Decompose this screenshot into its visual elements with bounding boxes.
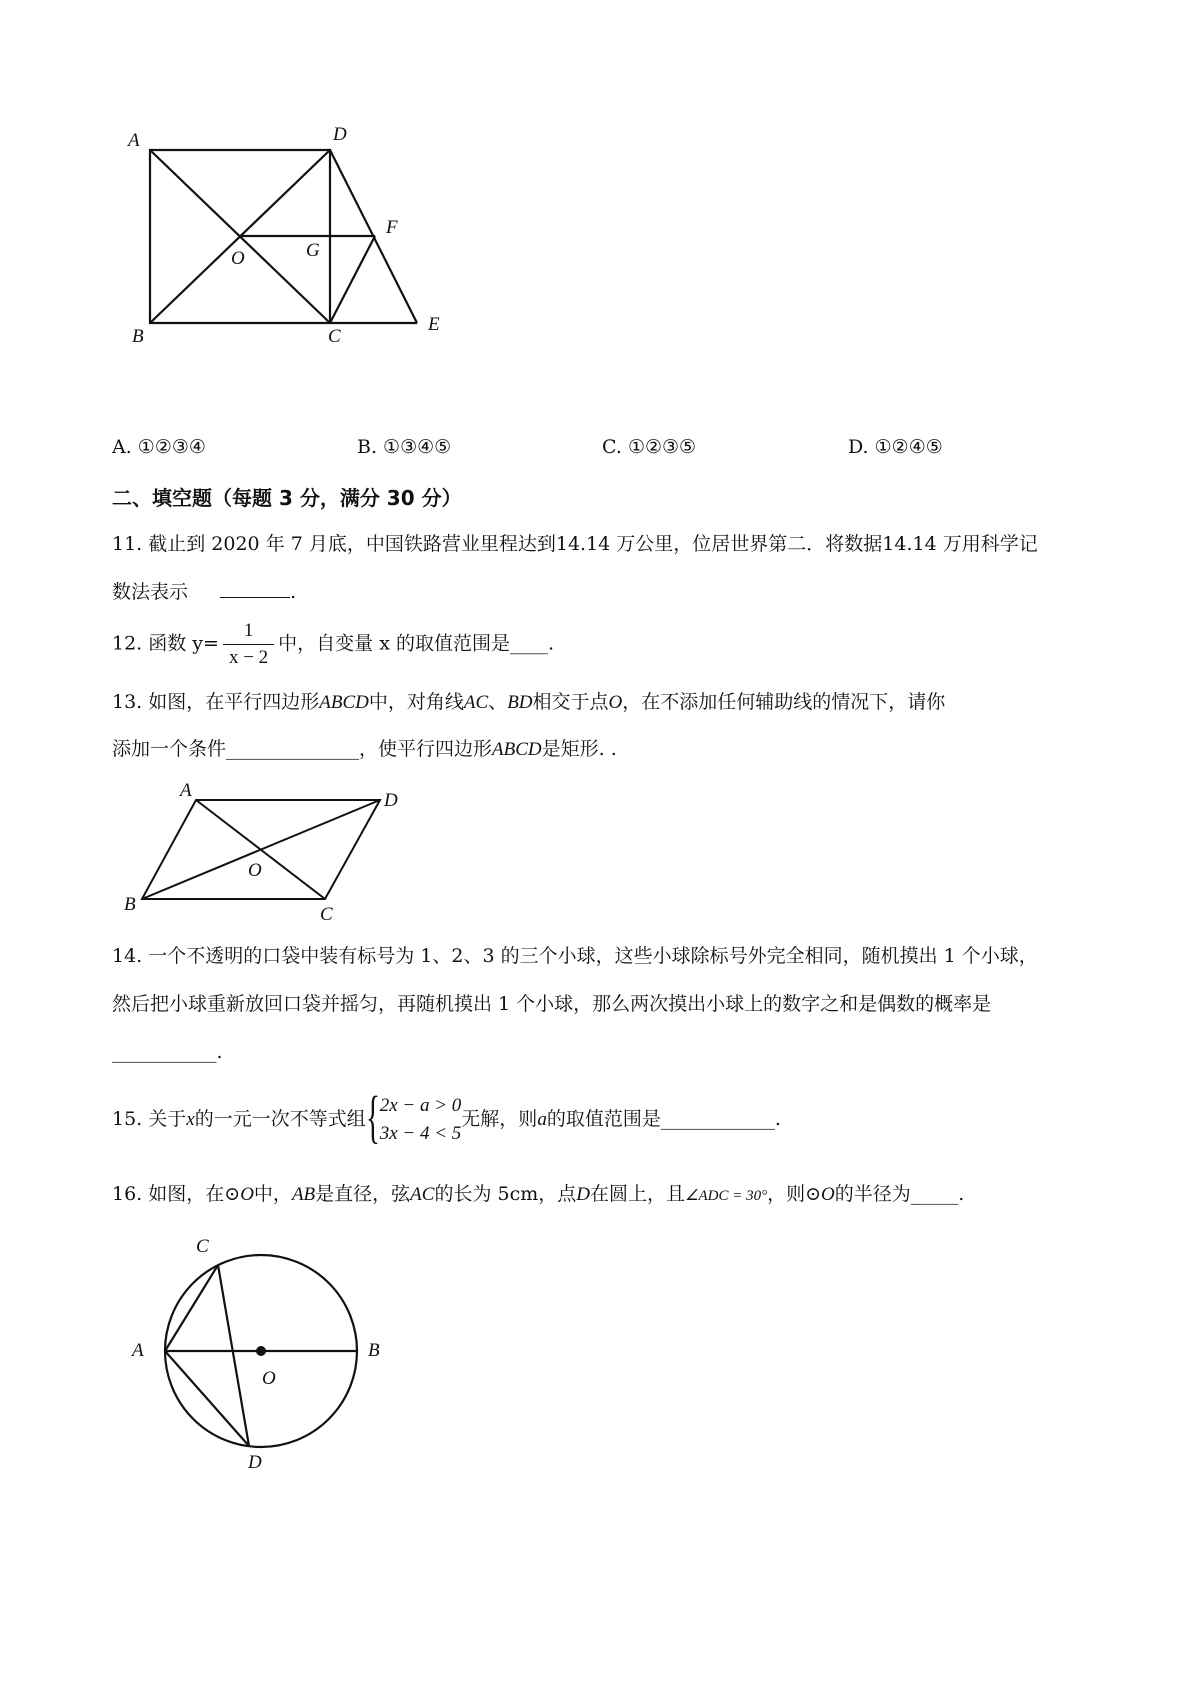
q16-text-5: 在圆上，且: [589, 1183, 685, 1205]
choice-d: D. ①②④⑤: [848, 436, 943, 458]
circle-symbol: ⊙: [224, 1183, 241, 1205]
q16-text-1: 16. 如图，在: [112, 1183, 225, 1205]
question-16: [112, 1180, 1104, 1210]
label-b: B: [124, 894, 136, 915]
figure-circle-svg: [0, 1220, 420, 1480]
question-13-line1: [112, 688, 1104, 717]
q13-text-2: 中，对角线: [368, 691, 464, 713]
question-11-end: .: [290, 581, 297, 603]
label-a: A: [132, 1340, 144, 1361]
figure-parallelogram: [0, 770, 420, 930]
q16-text-2: 中，: [253, 1183, 292, 1205]
question-14-line1: 14. 一个不透明的口袋中装有标号为 1、2、3 的三个小球，这些小球除标号外完全相同，随机摸出 1 个小球，: [112, 945, 1038, 967]
chord-ac: [165, 1265, 218, 1351]
q13-text-1: 13. 如图，在平行四边形: [112, 691, 320, 713]
q13-abcd-2: ABCD: [492, 739, 542, 760]
label-o: O: [231, 248, 245, 269]
q13-text-6: 添加一个条件______________，使平行四边形: [112, 738, 493, 760]
q13-abcd: ABCD: [319, 692, 369, 713]
chord-cd: [218, 1265, 249, 1446]
figure-parallelogram-svg: [0, 770, 420, 930]
label-b: B: [368, 1340, 380, 1361]
q16-o: O: [240, 1184, 254, 1205]
label-c: C: [320, 904, 333, 925]
question-14-line3: ___________.: [112, 1041, 223, 1063]
inequality-1: 2x − a > 0: [379, 1095, 462, 1116]
figure-circle: [0, 1220, 420, 1480]
q13-bd: BD: [507, 692, 533, 713]
question-14: [112, 942, 1104, 1066]
circle-symbol-2: ⊙: [805, 1183, 822, 1205]
q13-text-4: 相交于点: [532, 691, 609, 713]
fraction-denominator: x − 2: [228, 647, 269, 668]
label-o: O: [248, 860, 262, 881]
q16-text-3: 是直径，弦: [315, 1183, 411, 1205]
label-e: E: [428, 314, 440, 335]
figure-rectangle-triangle: [0, 0, 460, 360]
question-12: [112, 618, 1104, 671]
choice-c: C. ①②③⑤: [602, 436, 697, 458]
q13-text-3: 、: [488, 691, 508, 713]
q15-a: a: [537, 1109, 547, 1130]
answer-blank: [220, 579, 290, 598]
q15-text-2: 的一元一次不等式组: [194, 1108, 366, 1130]
fraction-numerator: 1: [223, 618, 274, 645]
choice-b: B. ①③④⑤: [357, 436, 452, 458]
q16-d: D: [576, 1184, 590, 1205]
inequality-system: [365, 1084, 462, 1149]
q16-text-4: 的长为 5cm，点: [434, 1183, 577, 1205]
question-15: [112, 1084, 1104, 1149]
label-b: B: [132, 326, 144, 347]
label-a: A: [180, 780, 192, 801]
question-11-prefix: 数法表示: [112, 581, 189, 603]
q16-ab: AB: [291, 1184, 316, 1205]
question-11-line2: [112, 578, 1104, 606]
q16-ac: AC: [410, 1184, 435, 1205]
q13-o: O: [608, 692, 623, 713]
q15-x: x: [186, 1109, 195, 1130]
choice-a: A. ①②③④: [112, 436, 206, 458]
q16-angle: ∠ADC = 30°: [685, 1188, 768, 1204]
inequality-2: 3x − 4 < 5: [379, 1123, 462, 1144]
question-12-suffix: 中，自变量 x 的取值范围是____.: [278, 632, 555, 655]
center-point: [256, 1346, 266, 1356]
q13-text-7: 是矩形. .: [541, 738, 617, 760]
q16-o-2: O: [821, 1184, 835, 1205]
section-title: 二、填空题（每题 3 分，满分 30 分）: [112, 486, 462, 510]
fraction: [223, 618, 274, 671]
label-d: D: [384, 790, 398, 811]
diagonal-bd: [142, 800, 380, 899]
question-13-line2: [112, 735, 1104, 764]
q15-text-1: 15. 关于: [112, 1108, 187, 1130]
label-a: A: [128, 130, 140, 151]
q15-text-3: 无解，则: [461, 1108, 538, 1130]
q13-text-5: ，在不添加任何辅助线的情况下，请你: [622, 691, 946, 713]
question-11: [112, 530, 1104, 606]
label-d: D: [248, 1452, 262, 1473]
segment-cf: [330, 236, 375, 323]
q13-ac: AC: [463, 692, 489, 713]
q16-text-7: 的半径为_____.: [834, 1183, 965, 1205]
label-c: C: [196, 1236, 209, 1257]
label-o: O: [262, 1368, 276, 1389]
question-14-line2: 然后把小球重新放回口袋并摇匀，再随机摸出 1 个小球，那么两次摸出小球上的数字之和是偶数的概率是: [112, 993, 992, 1015]
label-d: D: [333, 124, 347, 145]
label-f: F: [386, 217, 398, 238]
question-12-prefix: 12. 函数 y=: [112, 632, 219, 655]
label-c: C: [328, 326, 341, 347]
q16-text-6: ，则: [767, 1183, 806, 1205]
label-g: G: [306, 240, 320, 261]
question-11-line1: 11. 截止到 2020 年 7 月底，中国铁路营业里程达到14.14 万公里，位居世界第二．将数据14.14 万用科学记: [112, 533, 1038, 555]
brace: {: [365, 1084, 380, 1149]
q15-text-4: 的取值范围是____________.: [546, 1108, 781, 1130]
question-13: [112, 688, 1104, 764]
figure-rectangle-triangle-svg: [0, 0, 460, 360]
